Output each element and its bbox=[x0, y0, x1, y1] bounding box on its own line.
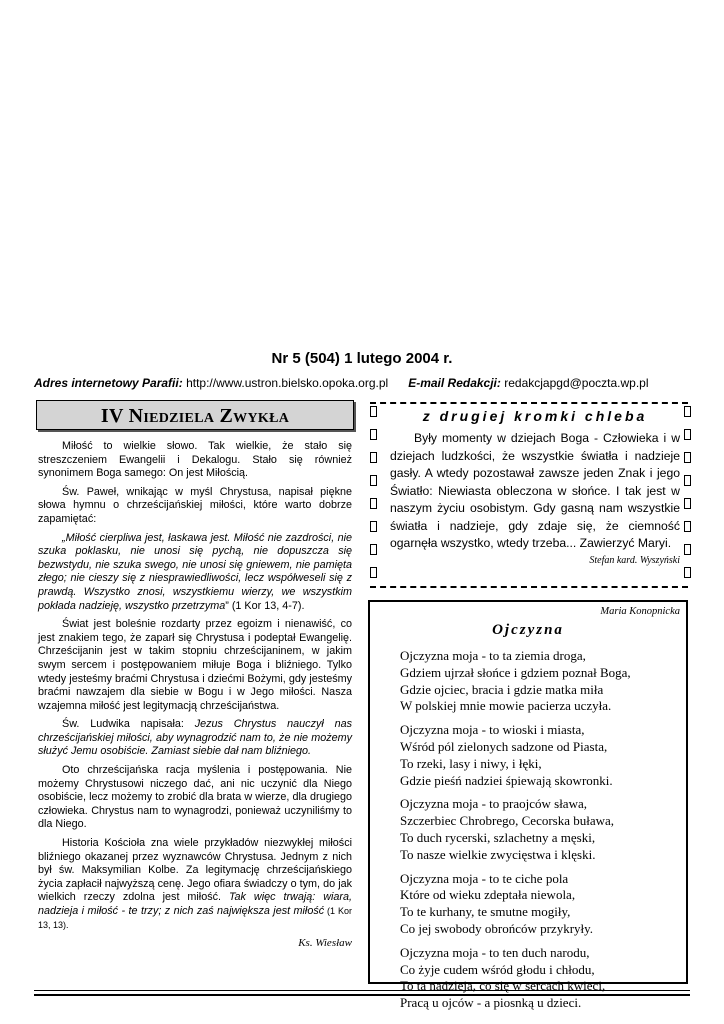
kromka-text: Były momenty w dziejach Boga - Człowieka i w dziejach ludzkości, że wszystkie światła i nadzieje gasły. A wtedy pozostawał zawsze jeden Znak i jego Światło: Niewiasta obleczona w słońce. I tak jest w naszym życiu osobistym. Gdy gasną nam wszystkie światła i nadzieje, gdy zdaje się, że ciemność ogarnęła wszystko, wtedy trzeba... Zawierzyć Maryi. bbox=[390, 431, 680, 550]
poem-stanza bbox=[400, 722, 684, 789]
kolbe-text: Historia Kościoła zna wiele przykładów niezwykłej miłości bliźniego okazanej przez wyznawców Chrystusa. Jednym z nich był św. Maksymilian Kolbe. Za legitymację chrześcijańskiego życia zapłacił najwyższą cenę. Jego ofiara świadczy o tym, do jak wielkich rzeczy zdolna jest miłość. bbox=[38, 837, 352, 904]
poem-line: Ojczyzna moja - to te ciche pola bbox=[400, 870, 569, 886]
email-label: E-mail Redakcji: bbox=[408, 376, 501, 390]
article-paragraph: Miłość to wielkie słowo. Tak wielkie, że stało się streszczeniem Ewangelii i Dekalogu. Stało się również synonimem Boga samego: On jest Miłością. bbox=[38, 440, 352, 480]
article-paragraph bbox=[38, 837, 352, 932]
address-url[interactable]: http://www.ustron.bielsko.opoka.org.pl bbox=[186, 376, 389, 390]
poem-stanza bbox=[400, 945, 684, 1012]
poem-line: Ojczyzna moja - to ten duch narodu, bbox=[400, 944, 590, 960]
article-signature: Ks. Wiesław bbox=[298, 937, 352, 950]
ludwika-quote: Jezus Chrystus nauczył nas chrześcijańskiej miłości, aby wynagrodzić nam to, że nie możemy służyć Jemu osobiście. Zamiast siebie dał nam bliźniego. bbox=[38, 718, 352, 758]
poem-stanza bbox=[400, 871, 684, 938]
poem-line: Pracą u ojców - a piosnką u dzieci. bbox=[400, 995, 582, 1011]
kromka-border-top bbox=[370, 402, 688, 404]
poem-box bbox=[368, 600, 688, 1011]
poem-line: Gdziem ujrzał słońce i gdziem poznał Boga, bbox=[400, 664, 631, 680]
poem-line: Wśród pól zielonych sadzone od Piasta, bbox=[400, 738, 608, 754]
kromka-border-left bbox=[370, 406, 378, 586]
article-paragraph: Oto chrześcijańska racja myślenia i postępowania. Nie możemy Chrystusowi niczego dać, ani nic uczynić dla Niego osobiście, lecz możemy to zrobić dla brata w wierze, dla drugiego człowieka. Chrystus nam to wynagrodzi, ponieważ uczyniliśmy to dla Niego. bbox=[38, 764, 352, 831]
address-line bbox=[34, 376, 694, 390]
poem-line: To te kurhany, te smutne mogiły, bbox=[400, 904, 571, 920]
poem-line: Co jej swobody obrońców przykryły. bbox=[400, 920, 594, 936]
poem-stanza bbox=[400, 648, 684, 715]
love-quote: Tak więc trwają: wiara, nadzieja i miłość - te trzy; z nich zaś największa jest miłość bbox=[38, 891, 353, 917]
poem-line: Ojczyzna moja - to wioski i miasta, bbox=[400, 722, 585, 738]
kromka-title: z drugiej kromki chleba bbox=[422, 408, 648, 424]
article-title: IV Niedziela Zwykła bbox=[100, 405, 290, 427]
article-paragraph: Św. Paweł, wnikając w myśl Chrystusa, napisał piękne słowa hymnu o chrześcijańskiej miłości, które warto dobrze zapamiętać: bbox=[38, 485, 352, 525]
article-paragraph-quote bbox=[38, 532, 352, 614]
poem-stanza bbox=[400, 796, 684, 863]
kromka-border-right bbox=[684, 406, 692, 586]
ludwika-intro: Św. Ludwika napisała: bbox=[62, 718, 195, 731]
article-paragraph: Świat jest boleśnie rozdarty przez egoizm i nienawiść, co jest znakiem tego, że zaparł się Chrystusa i podeptał Ewangelię. Chrześcijanin jest w takim stopniu chrześcijaninem, w jakim swym sercem i postępowaniem miłuje Boga i bliźniego. Tylko wtedy jesteśmy braćmi Chrystusa i dziećmi Bożymi, gdy jesteśmy braćmi nawzajem dla siebie w Bogu i w Jego miłości. Nasza wzajemna miłość jest legitymacją chrześcijaństwa. bbox=[38, 618, 352, 712]
poem-stanzas bbox=[400, 648, 684, 1019]
poem-line: Gdzie ojciec, bracia i gdzie matka miła bbox=[400, 681, 604, 697]
article-body bbox=[38, 440, 352, 956]
poem-line: W polskiej mnie mowie pacierza uczyła. bbox=[400, 698, 612, 714]
footer-rule-thin bbox=[34, 990, 690, 991]
kromka-signature: Stefan kard. Wyszyński bbox=[589, 554, 680, 566]
article-title-box bbox=[36, 400, 354, 430]
quote-reference: ” (1 Kor 13, 4-7). bbox=[225, 599, 305, 612]
poem-line: Ojczyzna moja - to ta ziemia droga, bbox=[400, 648, 586, 663]
poem-line: To ta nadzieja, co się w sercach kwieci, bbox=[400, 978, 606, 994]
poem-author: Maria Konopnicka bbox=[600, 606, 680, 617]
poem-line: To rzeki, lasy i niwy, i łęki, bbox=[400, 755, 542, 771]
hymn-quote: „Miłość cierpliwa jest, łaskawa jest. Miłość nie zazdrości, nie szuka poklasku, nie unosi się pychą, nie dopuszcza się bezwstydu, nie szuka swego, nie unosi się gniewem, nie pamięta złego; nie cieszy się z niesprawiedliwości, lecz współweseli się z prawdą. Wszystko znosi, wszystkiemu wierzy, we wszystkim pokłada nadzieję, wszystko przetrzyma bbox=[38, 531, 352, 612]
footer-rule-thick bbox=[34, 994, 690, 996]
kromka-box bbox=[390, 408, 680, 566]
kromka-border-bottom bbox=[370, 586, 688, 588]
issue-number: Nr 5 (504) 1 lutego 2004 r. bbox=[271, 350, 453, 367]
address-label: Adres internetowy Parafii: bbox=[34, 376, 183, 390]
article-paragraph bbox=[38, 718, 352, 759]
poem-title: Ojczyzna bbox=[492, 622, 564, 638]
poem-line: To nasze wielkie zwycięstwa i klęski. bbox=[400, 846, 596, 862]
poem-line: Gdzie pieśń nadziei śpiewają skowronki. bbox=[400, 772, 613, 788]
poem-line: Które od wieku zdeptała niewola, bbox=[400, 887, 576, 903]
poem-line: Co żyje cudem wśród głodu i chłodu, bbox=[400, 961, 595, 977]
poem-line: To duch rycerski, szlachetny a męski, bbox=[400, 829, 596, 845]
poem-line: Ojczyzna moja - to praojców sława, bbox=[400, 796, 587, 812]
poem-line: Szczerbiec Chrobrego, Cecorska buława, bbox=[400, 813, 615, 829]
love-reference: (1 Kor 13, 13). bbox=[38, 906, 352, 930]
email-address[interactable]: redakcjapgd@poczta.wp.pl bbox=[504, 376, 649, 390]
